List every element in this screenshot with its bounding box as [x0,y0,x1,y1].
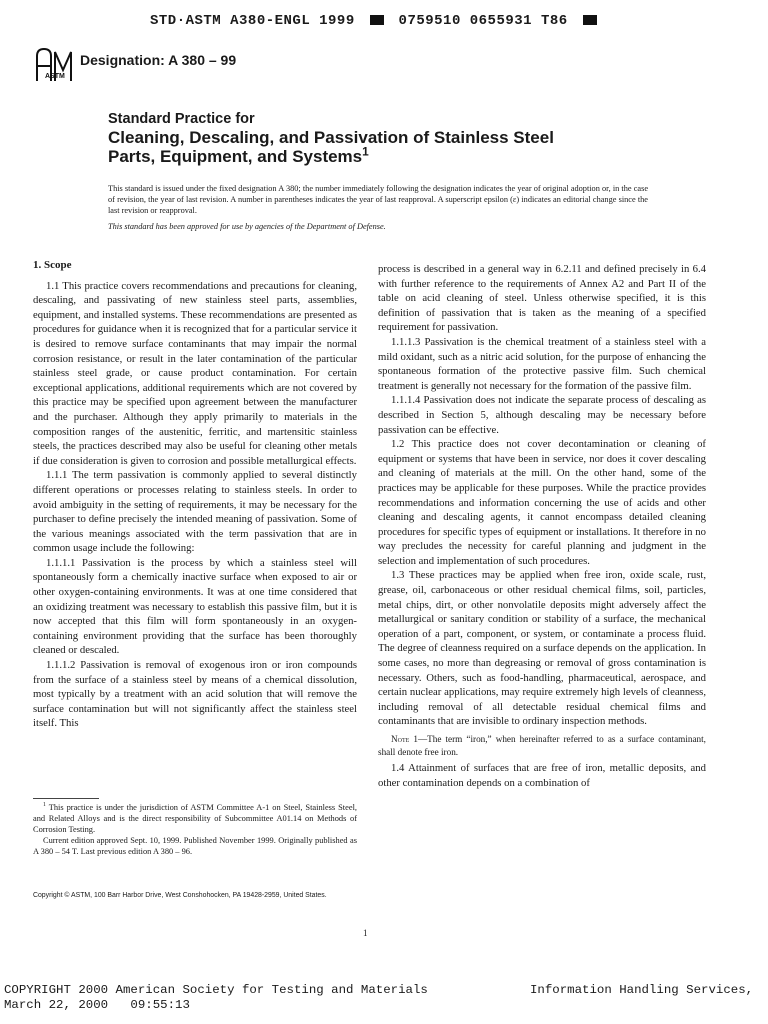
left-column [33,258,357,731]
standard-notice: This standard is issued under the fixed designation A 380; the number immediately following the designation indicates the year of original adoption or, in the case of revision, the year of last revision. A number in parentheses indicates the year of last reapproval. A superscript epsilon (ε) indicates an editorial change since the last revision or reapproval. [108,184,648,216]
header-black-mark [370,15,384,25]
paragraph-1-4: 1.4 Attainment of surfaces that are free of iron, metallic deposits, and other contamination depends on a combination of [378,762,706,789]
title-footnote-mark: 1 [362,144,369,159]
footnote-divider [33,798,99,799]
footnote-1-text: This practice is under the jurisdiction of ASTM Committee A-1 on Steel, Stainless Steel, and Related Alloys and is the direct responsibility of Subcommittee A01.14 on Methods of Corrosion Testing. [33,803,357,834]
document-title [108,128,668,166]
footer-timestamp: March 22, 2000 09:55:13 [4,998,190,1012]
designation: Designation: A 380 – 99 [80,52,237,68]
paragraph-1-1-1: 1.1.1 The term passivation is commonly applied to several distinctly different operations or processes relating to stainless steels. In order to avoid ambiguity in the setting of requirements, it may be necessary for the purchaser to define precisely the intended meaning of passivation. Some of the various meanings associated with the term passivation that are in common usage include the following: [33,469,357,555]
astm-logo [34,48,72,82]
footer-provider: Information Handling Services, [530,983,754,997]
header-black-mark-end [583,15,597,25]
header-code-left: STD·ASTM A380-ENGL 1999 [150,13,355,29]
section-heading-scope: 1. Scope [33,259,72,271]
header-code-right-a: 0759510 0655931 [398,13,533,29]
footnote-2: Current edition approved Sept. 10, 1999. Published November 1999. Originally published as A 380 – 54 T. Last previous edition A 380 – 96. [33,835,357,856]
paragraph-1-3: 1.3 These practices may be applied when free iron, oxide scale, rust, grease, oil, carbonaceous or other residual chemical films, soil, particles, metal chips, dirt, or other nonvolatile deposits might adversely affect the metallurgical or sanitary condition or stability of a surface, the mechanical operation of a part, component, or system, or contaminate a process fluid. The degree of cleanness required on a surface depends on the application. In some cases, no more than degreasing or removal of gross contamination is necessary. Others, such as food-handling, pharmaceutical, aerospace, and certain nuclear applications, may require extremely high levels of cleanness, including removal of all detectable residual chemical films and contaminants that are invisible to ordinary inspection methods. [378,569,706,728]
paragraph-1-1: 1.1 This practice covers recommendations and precautions for cleaning, descaling, and passivating of new stainless steel parts, assemblies, equipment, and installed systems. These recommendations are presented as procedures for guidance when it is recognized that for a particular service it is desired to remove surface contaminants that may impair the normal corrosion resistance, or result in the later contamination of the particular stainless steel grade, or cause product contamination. For certain exceptional applications, additional requirements which are not covered by this practice may be specified upon agreement between the manufacturer and the purchaser. Although they apply primarily to materials in the composition ranges of the austenitic, ferritic, and martensitic stainless steels, the practices described may also be useful for cleaning other metals if due consideration is given to corrosion and possible metallurgical effects. [33,279,357,467]
footnote-1 [33,803,357,836]
paragraph-1-1-1-4: 1.1.1.4 Passivation does not indicate the separate process of descaling as described in Section 5, although descaling may be necessary before passivation can be effective. [378,394,706,436]
header-code-right-b: T86 [540,13,568,29]
title-line-2-text: Parts, Equipment, and Systems [108,147,363,166]
dod-approval-notice: This standard has been approved for use by agencies of the Department of Defense. [108,222,386,231]
logo-letters: ASTM [45,73,65,80]
note-1 [378,733,706,758]
title-prefix: Standard Practice for [108,111,255,127]
copyright-line: Copyright © ASTM, 100 Barr Harbor Drive, West Conshohocken, PA 19428-2959, United States. [33,892,327,899]
footnotes [33,803,357,858]
note-1-label: Note 1 [391,734,418,744]
paragraph-1-1-1-2: 1.1.1.2 Passivation is removal of exogenous iron or iron compounds from the surface of a stainless steel by means of a chemical dissolution, most typically by a treatment with an acid solution that will remove the surface contamination but will not significantly affect the stainless steel itself. This [33,659,357,730]
footnote-1-mark: 1 [43,802,46,809]
page-number: 1 [363,928,368,938]
paragraph-1-1-1-3: 1.1.1.3 Passivation is the chemical treatment of a stainless steel with a mild oxidant, such as a nitric acid solution, for the purpose of enhancing the spontaneous formation of the protective passive film. Such chemical treatment is generally not necessary for the formation of the passive film. [378,335,706,392]
title-line-2 [108,144,668,166]
footer-copyright: COPYRIGHT 2000 American Society for Testing and Materials [4,983,428,997]
paragraph-1-2: 1.2 This practice does not cover decontamination or cleaning of equipment or systems that have been in service, nor does it cover descaling and cleaning of materials at the mill. On the other hand, some of the practices may be applicable for these purposes. While the practice provides recommendations and information concerning the use of acids and other cleaning and descaling agents, it cannot encompass detailed cleaning procedures for specific types of equipment or installations. It therefore in no way precludes the necessity for careful planning and judgment in the selection and implementation of such procedures. [378,438,706,567]
paragraph-continued: process is described in a general way in 6.2.11 and defined precisely in 6.4 with further reference to the requirements of Annex A2 and Part II of the table on acid cleaning of steel. Unless otherwise specified, it is this definition of passivation that is taken as the meaning of a specified requirement for passivation. [378,263,706,334]
paragraph-1-1-1-1: 1.1.1.1 Passivation is the process by which a stainless steel will spontaneously form a chemically inactive surface when exposed to air or other oxygen-containing environments. It was at one time considered that an oxidizing treatment was necessary to establish this passive film, but it is now accepted that this film will form spontaneously in an oxygen-containing environment providing that the surface has been thoroughly cleaned or descaled. [33,556,357,657]
document-header-code [150,13,603,29]
title-line-1: Cleaning, Descaling, and Passivation of Stainless Steel [108,128,554,147]
note-1-text: —The term “iron,” when hereinafter referred to as a surface contaminant, shall denote free iron. [378,734,706,757]
right-column [378,262,706,790]
title-block [108,110,668,166]
